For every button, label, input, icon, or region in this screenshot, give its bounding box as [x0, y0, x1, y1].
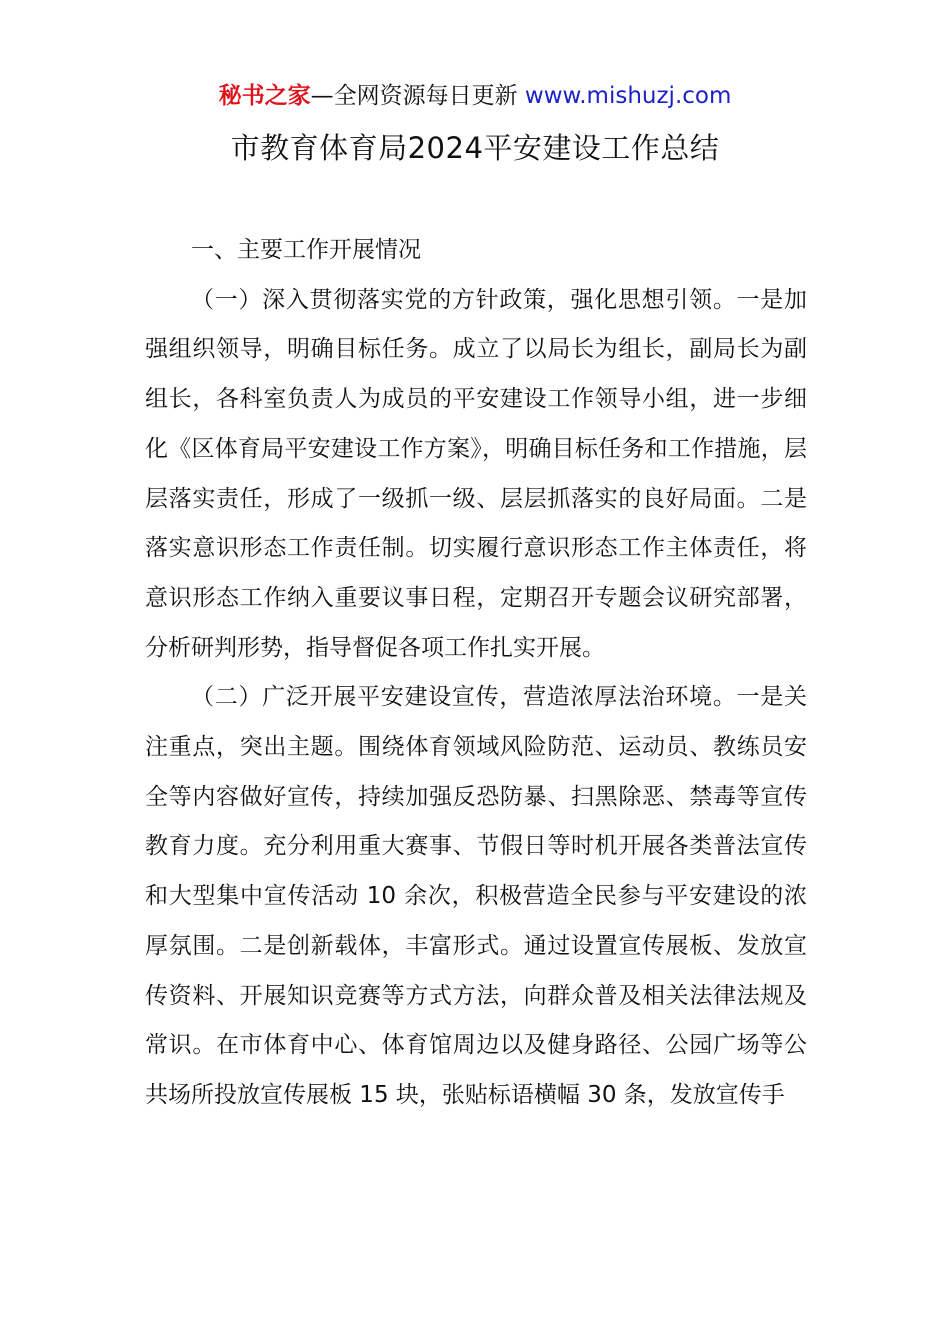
- paragraph-2: （二）广泛开展平安建设宣传，营造浓厚法治环境。一是关注重点，突出主题。围绕体育领域风险防范、运动员、教练员安全等内容做好宣传，持续加强反恐防暴、扫黑除恶、禁毒等宣传教育力度。充分利用重大赛事、节假日等时机开展各类普法宣传和大型集中宣传活动 10 余次，积极营造全民参与平安建设的浓厚氛围。二是创新载体，丰富形式。通过设置宣传展板、发放宣传资料、开展知识竞赛等方式方法，向群众普及相关法律法规及常识。在市体育中心、体育馆周边以及健身路径、公园广场等公共场所投放宣传展板 15 块，张贴标语横幅 30 条，发放宣传手: [145, 684, 807, 1108]
- site-url[interactable]: www.mishuzj.com: [524, 83, 732, 109]
- site-header: [0, 80, 950, 112]
- brand-name: 秘书之家: [218, 83, 311, 109]
- section-heading: 一、主要工作开展情况: [191, 237, 421, 263]
- document-body: [145, 226, 807, 1121]
- document-title: 市教育体育局2024平安建设工作总结: [230, 131, 720, 165]
- paragraph-1: （一）深入贯彻落实党的方针政策，强化思想引领。一是加强组织领导，明确目标任务。成立了以局长为组长，副局长为副组长，各科室负责人为成员的平安建设工作领导小组，进一步细化《区体育局平安建设工作方案》，明确目标任务和工作措施，层层落实责任，形成了一级抓一级、层层抓落实的良好局面。二是落实意识形态工作责任制。切实履行意识形态工作主体责任，将意识形态工作纳入重要议事日程，定期召开专题会议研究部署，分析研判形势，指导督促各项工作扎实开展。: [145, 286, 807, 661]
- header-slogan: —全网资源每日更新: [310, 83, 518, 109]
